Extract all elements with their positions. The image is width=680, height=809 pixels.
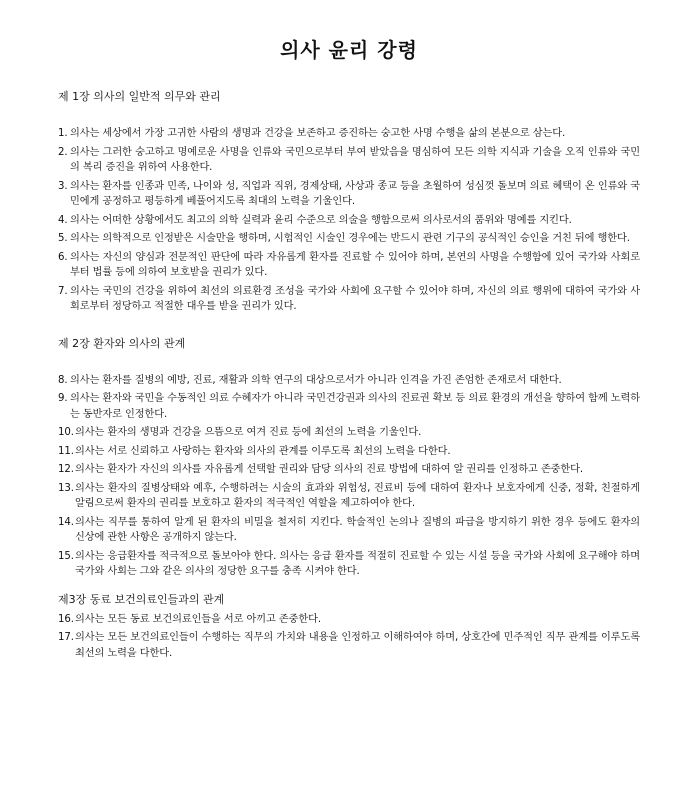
article-item bbox=[58, 612, 640, 628]
article-item bbox=[58, 179, 640, 210]
article-number: 2. bbox=[58, 146, 68, 158]
article-number: 17. bbox=[58, 632, 74, 643]
article-number: 16. bbox=[58, 613, 74, 625]
article-text: 의사는 환자를 인종과 민족, 나이와 성, 직업과 직위, 경제상태, 사상과 종교 등을 초월하여 성심껏 돌보며 의료 혜택이 온 인류와 국민에게 공정하고 평등하게 베풀어지도록 최대의 노력을 기울인다. bbox=[70, 180, 640, 207]
article-text: 의사는 자신의 양심과 전문적인 판단에 따라 자유롭게 환자를 진료할 수 있어야 하며, 본연의 사명을 수행함에 있어 국가와 사회로부터 법률 등에 의하여 보호받을 권리가 있다. bbox=[70, 251, 640, 278]
article-item bbox=[58, 462, 640, 478]
article-text: 의사는 어떠한 상황에서도 최고의 의학 실력과 윤리 수준으로 의술을 행함으로써 의사로서의 품위와 명예를 지킨다. bbox=[70, 214, 572, 226]
article-number: 3. bbox=[58, 180, 68, 192]
article-text: 의사는 직무를 통하여 알게 된 환자의 비밀을 철저히 지킨다. 학술적인 논의나 질병의 파급을 방지하기 위한 경우 등에도 환자의 신상에 관한 사항은 공개하지 않는다. bbox=[75, 516, 640, 543]
chapter-1-list bbox=[58, 126, 640, 315]
article-item bbox=[58, 630, 640, 661]
article-number: 6. bbox=[58, 251, 68, 263]
article-item bbox=[58, 391, 640, 422]
article-item bbox=[58, 425, 640, 441]
article-item bbox=[58, 213, 640, 229]
article-text: 의사는 의학적으로 인정받은 시술만을 행하며, 시험적인 시술인 경우에는 반드시 관련 기구의 공식적인 승인을 거친 뒤에 행한다. bbox=[70, 233, 630, 244]
article-number: 8. bbox=[58, 374, 68, 386]
article-item bbox=[58, 549, 640, 580]
chapter-3-list bbox=[58, 612, 640, 662]
article-number: 4. bbox=[58, 214, 68, 226]
article-item bbox=[58, 250, 640, 281]
article-number: 15. bbox=[58, 550, 74, 562]
chapter-2-list bbox=[58, 373, 640, 580]
chapter-heading: 제 1장 의사의 일반적 의무와 관리 bbox=[58, 90, 221, 103]
article-text: 의사는 환자가 자신의 의사를 자유롭게 선택할 권리와 담당 의사의 진료 방법에 대하여 알 권리를 인정하고 존중한다. bbox=[75, 464, 584, 475]
article-item bbox=[58, 481, 640, 512]
article-number: 14. bbox=[58, 516, 74, 528]
article-item bbox=[58, 444, 640, 460]
article-number: 10. bbox=[58, 427, 74, 438]
article-number: 11. bbox=[58, 445, 74, 457]
article-text: 의사는 환자를 질병의 예방, 진료, 재활과 의학 연구의 대상으로서가 아니라 인격을 가진 존엄한 존재로서 대한다. bbox=[70, 374, 562, 386]
document-title: 의사 윤리 강령 bbox=[280, 38, 418, 62]
article-number: 12. bbox=[58, 464, 74, 475]
article-text: 의사는 모든 동료 보건의료인들을 서로 아끼고 존중한다. bbox=[75, 613, 322, 625]
article-number: 7. bbox=[58, 285, 68, 297]
article-item bbox=[58, 145, 640, 176]
article-item bbox=[58, 515, 640, 546]
article-item bbox=[58, 126, 640, 142]
article-text: 의사는 세상에서 가장 고귀한 사람의 생명과 건강을 보존하고 증진하는 숭고한 사명 수행을 삶의 본분으로 삼는다. bbox=[70, 128, 566, 139]
article-text: 의사는 환자와 국민을 수동적인 의료 수혜자가 아니라 국민건강권과 의사의 진료권 확보 등 의료 환경의 개선을 향하여 함께 노력하는 동반자로 인정한다. bbox=[70, 393, 640, 420]
article-item bbox=[58, 284, 640, 315]
article-text: 의사는 그러한 숭고하고 명예로운 사명을 인류와 국민으로부터 부여 받았음을 명심하여 모든 의학 지식과 기술을 오직 인류와 국민의 복리 증진을 위하여 사용한다. bbox=[70, 146, 640, 173]
article-item bbox=[58, 231, 640, 247]
article-number: 13. bbox=[58, 482, 74, 494]
article-number: 5. bbox=[58, 233, 68, 244]
article-text: 의사는 응급환자를 적극적으로 돌보아야 한다. 의사는 응급 환자를 적절히 진료할 수 있는 시설 등을 국가와 사회에 요구해야 하며 국가와 사회는 그와 같은 의사의 정당한 요구를 충족 시켜야 한다. bbox=[75, 550, 640, 577]
article-text: 의사는 모든 보건의료인들이 수행하는 직무의 가치와 내용을 인정하고 이해하여야 하며, 상호간에 민주적인 직무 관계를 이루도록 최선의 노력을 다한다. bbox=[75, 632, 640, 659]
article-number: 9. bbox=[58, 393, 68, 404]
chapter-heading: 제3장 동료 보건의료인들과의 관계 bbox=[58, 592, 225, 606]
article-text: 의사는 환자의 생명과 건강을 으뜸으로 여겨 진료 등에 최선의 노력을 기울인다. bbox=[75, 427, 422, 438]
article-text: 의사는 서로 신뢰하고 사랑하는 환자와 의사의 관계를 이루도록 최선의 노력을 다한다. bbox=[75, 445, 451, 457]
article-text: 의사는 국민의 건강을 위하여 최선의 의료환경 조성을 국가와 사회에 요구할 수 있어야 하며, 자신의 의료 행위에 대하여 국가와 사회로부터 정당하고 적절한 대우를 받을 권리가 있다. bbox=[70, 285, 640, 312]
article-number: 1. bbox=[58, 128, 68, 139]
article-text: 의사는 환자의 질병상태와 예후, 수행하려는 시술의 효과와 위험성, 진료비 등에 대하여 환자나 보호자에게 신중, 정확, 친절하게 알림으로써 환자의 권리를 보호하고 환자의 적극적인 역할을 제고하여야 한다. bbox=[75, 482, 640, 509]
article-item bbox=[58, 373, 640, 389]
chapter-heading: 제 2장 환자와 의사의 관계 bbox=[58, 336, 186, 350]
